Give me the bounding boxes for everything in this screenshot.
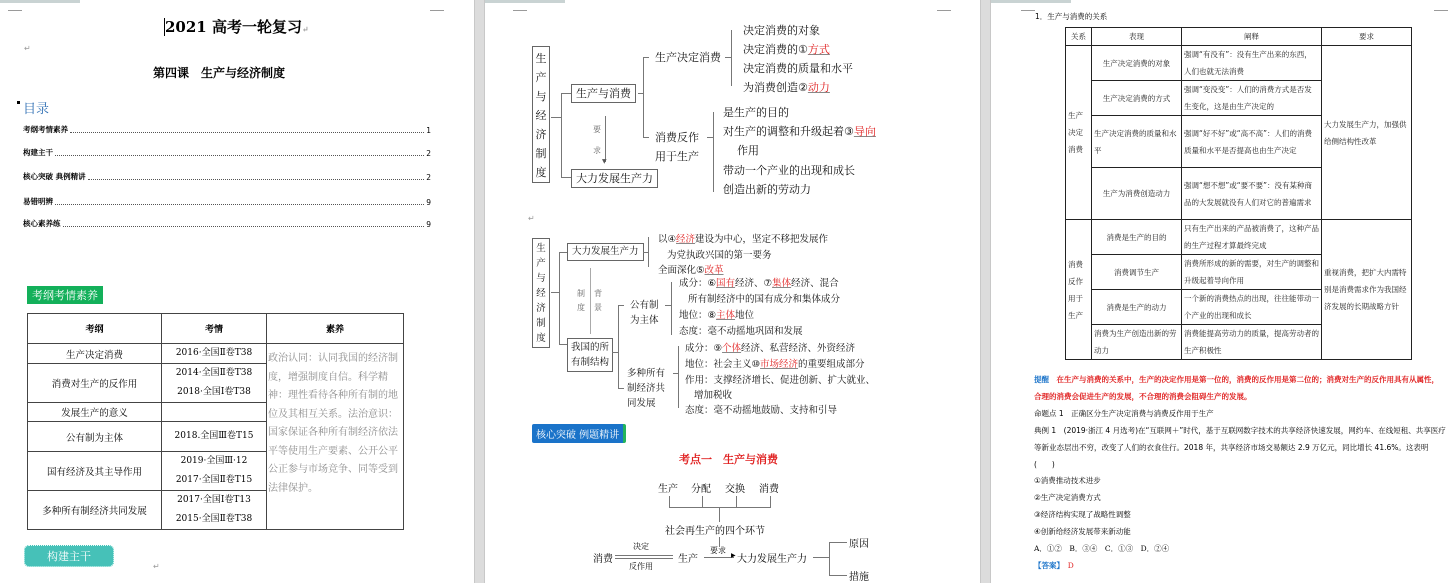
margin-corner-mark	[513, 10, 527, 11]
page-gutter	[980, 0, 991, 583]
mindmap-branch-develop-productivity: 大力发展生产力	[567, 243, 644, 261]
page-gutter	[474, 0, 485, 583]
option-3: ③经济结构实现了战略性调整	[1034, 510, 1131, 519]
table-row: 公有制为主体 2018.全国Ⅲ卷T15	[28, 422, 404, 452]
page-header-strip	[0, 0, 80, 3]
arrow-right-icon: ▶	[731, 552, 736, 559]
margin-corner-mark	[430, 10, 444, 11]
toc-heading: 目录	[23, 102, 50, 117]
literacy-cell: 政治认同：认同我国的经济制度，增强制度自信。科学精神：理性看待各种所有制的地位及其相互关系。法治意识：国家保证各种所有制经济依法平等使用生产要素、公开公平公正参与市场竞争、同等受到法律保护。	[267, 344, 404, 530]
margin-corner-mark	[937, 10, 951, 11]
table-row: 消费为生产创造出新的劳动力 消费能提高劳动力的质量，提高劳动者的生产积极性	[1066, 325, 1412, 360]
bullet-marker	[17, 101, 20, 104]
table-row: 生产决定消费 2016·全国Ⅱ卷T38 政治认同：认同我国的经济制度，增强制度自信。科学精神：理性看待各种所有制的地位及其相互关系。法治意识：国家保证各种所有制经济依法平等使用生产要素、公开公平公正参与市场竞争、同等受到法律保护。	[28, 344, 404, 364]
relation-table	[1065, 27, 1412, 360]
table-row: 消费对生产的反作用 2014·全国Ⅱ卷T38 2018·全国Ⅰ卷T38	[28, 364, 404, 403]
proposition-point: 命题点 1 正确区分生产决定消费与消费反作用于生产	[1034, 409, 1214, 418]
toc-item[interactable]: 核心突破 典例精讲 2	[23, 172, 431, 182]
table-row: 消费是生产的动力 一个新的消费热点的出现，往往能带动一个产业的出现和成长	[1066, 290, 1412, 325]
mindmap-branch-develop-productivity: 大力发展生产力	[571, 169, 658, 188]
toc-item[interactable]: 核心素养练 9	[23, 219, 431, 229]
option-4: ④创新给经济发展带来新动能	[1034, 527, 1131, 536]
arrow-down-icon: ▼	[602, 158, 607, 165]
margin-corner-mark	[8, 10, 22, 11]
table-header-row: 考纲 考情 素养	[28, 314, 404, 344]
table-row: 生产决定消费 生产决定消费的对象 强调“有没有”：没有生产出来的东西，人们也就无法消费 大力发展生产力，加强供给侧结构性改革	[1066, 46, 1412, 81]
mindmap-node-consumption-reacts: 消费反作 用于生产	[655, 131, 699, 163]
section-tag-core-breakthrough: 核心突破 例题精讲	[532, 424, 626, 443]
option-2: ②生产决定消费方式	[1034, 493, 1101, 502]
toc-item[interactable]: 考纲考情素养 1	[23, 125, 431, 135]
outline-table	[27, 313, 404, 530]
lesson-title: 第四课 生产与经济制度	[153, 66, 286, 80]
mindmap-node-public-ownership: 公有制 为主体	[630, 300, 659, 326]
answer-choices: A．①② B．③④ C．①③ D．②④	[1034, 544, 1170, 553]
table-row: 生产决定消费的方式 强调“变没变”：人们的消费方式是否发生变化，这是由生产决定的	[1066, 81, 1412, 116]
toc-item[interactable]: 构建主干 2	[23, 148, 431, 158]
page-header-strip	[991, 0, 1071, 3]
document-page-2: 生 产 与 经 济 制 度 生产与消费 大力发展生产力 要 求 ▼ 生产决定消费 决定消费的对象 决定消费的①方式 决定消费的质量和水平 为消费创造②动力 消费反作 用于生产 是生产的目的 对生产的调整和升级起着③导向 作用 带动一个产业的出现和成长 创造出新的劳动力 ↵ 生 产 与 经 济 制 度 大力发展生产力 我国的所 有制结构 制 度 背 景 以④经济建设为中心，坚定不移把发展作 为党执政兴国的第一要务 全面深化⑤改革 公有制 为主体 成分：⑥国有经济、⑦集体经济、混合 所有制经济中的国有成分和集体成分 地位：⑧主体地位 态度：毫不动摇地巩固和发展 多种所有 制经济共 同发展 成分：⑨个体经济、私营经济、外资经济 地位：社会主义⑩市场经济的重要组成部分 作用：支撑经济增长、促进创新、扩大就业、 增加税收 态度：毫不动摇地鼓励、支持和引导 核心突破 例题精讲 考点一 生产与消费 生产 分配 交换 消费 社会再生产的四个环节 消费 决定 反作用 生产 要求 ▶ 大力发展生产力 原因 措施	[485, 0, 980, 583]
table-row: 生产为消费创造动力 强调“想不想”或“要不要”：没有某种商品的大发展就没有人们对它的普遍需求	[1066, 168, 1412, 220]
section-tag-framework: 构建主干	[24, 545, 114, 567]
table-row: 国有经济及其主导作用 2019·全国Ⅲ·12 2017·全国Ⅱ卷T15	[28, 452, 404, 491]
mindmap-branch-production-consumption: 生产与消费	[571, 84, 636, 103]
table-row: 消费反作用于生产 消费是生产的目的 只有生产出来的产品被消费了，这种产品的生产过程才算最终完成 重视消费，把扩大内需特别是消费需求作为我国经济发展的长期战略方针	[1066, 220, 1412, 255]
table-row: 发展生产的意义	[28, 403, 404, 422]
mindmap-branch-ownership: 我国的所 有制结构	[567, 338, 613, 372]
option-1: ①消费推动技术进步	[1034, 476, 1101, 485]
paragraph-mark: ↵	[24, 44, 31, 53]
exam-point-title: 考点一 生产与消费	[679, 453, 778, 466]
table-row: 消费调节生产 消费所形成的新的需要，对生产的调整和升级起着导向作用	[1066, 255, 1412, 290]
page-header-strip	[485, 0, 565, 3]
document-title[interactable]: 2021 高考一轮复习↵	[165, 18, 309, 36]
document-page-1: 2021 高考一轮复习↵ ↵ 第四课 生产与经济制度 目录 考纲考情素养 1 构建主干 2 核心突破 典例精讲 2 易错明辨 9 核心素养练 9 考纲考情素养 考纲 考情 素养 生产决定消费 2016·全国Ⅱ卷T38 政治认同：认同我国的经济制度，增强制度自信。科学精神：理性看待各种所有制的地位及其相互关系。法治意识：国家保证各种所有制经济依法平等使用生产要素、公开公平公正参与市场竞争、同等受到法律保护。 消费对生产的反作用 2014·全国Ⅱ卷T38 2018·全国Ⅰ卷T38 发展生产的意义 公有制为主体 2018.全国Ⅲ卷T15 国有经济及其主导作用 2019·全国Ⅲ·12 2017·全国Ⅱ卷T15 多种所有制经济共同发展 2017·全国Ⅰ卷T13 2015·全国Ⅱ卷T38 构建主干 ↵	[0, 0, 474, 583]
section-tag-outline: 考纲考情素养	[27, 286, 103, 304]
toc-item[interactable]: 易错明辨 9	[23, 197, 431, 207]
example-question: 典例 1 (2019·浙江 4 月选考)在“互联网＋”时代，基于互联网数字技术的共享经济快速发展，网约车、在线短租、共享医疗等新业态层出不穷，改变了人们的衣食住行。2018 年，共享经济市场交易额达 2.9 万亿元，同比增长 41.6%。这表明( )	[1034, 426, 1446, 469]
mindmap-node-production-decides: 生产决定消费	[655, 51, 721, 64]
margin-corner-mark	[1434, 10, 1448, 11]
table-row: 多种所有制经济共同发展 2017·全国Ⅰ卷T13 2015·全国Ⅱ卷T38	[28, 491, 404, 530]
section-heading: 1．生产与消费的关系	[1035, 12, 1108, 21]
tip-paragraph: 提醒 在生产与消费的关系中，生产的决定作用是第一位的，消费的反作用是第二位的；消费对生产的反作用具有从属性，合理的消费会促进生产的发展，不合理的消费会阻碍生产的发展。	[1034, 375, 1439, 401]
margin-corner-mark	[1021, 10, 1035, 11]
answer-line: 【答案】 D	[1034, 561, 1074, 570]
mindmap-root: 生 产 与 经 济 制 度	[532, 238, 550, 348]
mindmap-node-multiple-ownership: 多种所有 制经济共 同发展	[627, 368, 666, 409]
table-row: 生产决定消费的质量和水平 强调“好不好”或“高不高”：人们的消费质量和水平是否提高也由生产决定	[1066, 116, 1412, 168]
mindmap-root: 生 产 与 经 济 制 度	[532, 46, 550, 183]
table-header-row: 关系 表现 阐释 要求	[1066, 28, 1412, 46]
